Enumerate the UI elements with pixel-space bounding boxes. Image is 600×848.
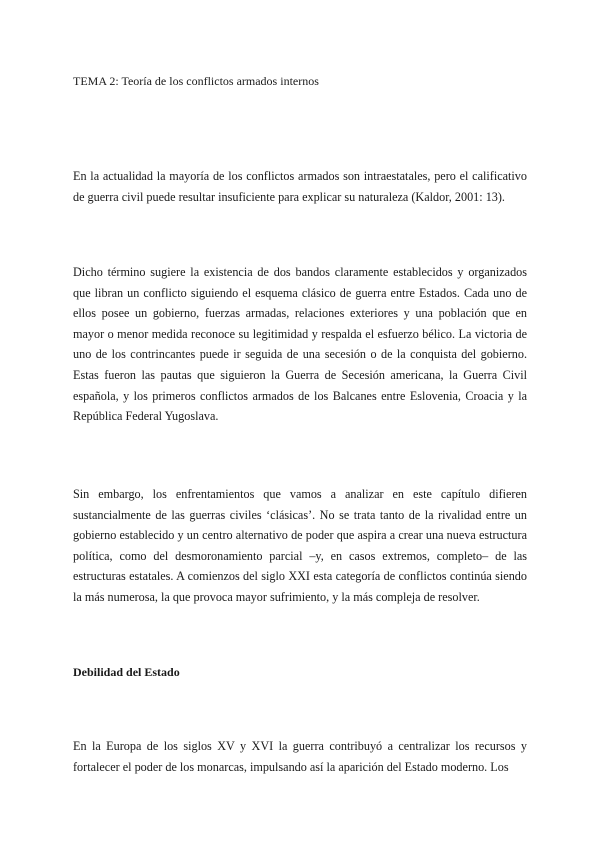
section-heading: Debilidad del Estado bbox=[73, 665, 180, 679]
paragraph-however: Sin embargo, los enfrentamientos que vamos a analizar en este capítulo difieren sustancialmente de las guerras civiles ‘clásicas’. No se trata tanto de la rivalidad entre un gobierno establecido y un centro alternativo de poder que aspira a crear una nueva estructura política, como del desmoronamiento parcial –y, en casos extremos, completo– de las estructuras estatales. A comienzos del siglo XXI esta categoría de conflictos continúa siendo la más numerosa, la que provoca mayor sufrimiento, y la más compleja de resolver. bbox=[73, 487, 527, 604]
paragraph-section-start: En la Europa de los siglos XV y XVI la guerra contribuyó a centralizar los recursos y fortalecer el poder de los monarcas, impulsando así la aparición del Estado moderno. Los bbox=[73, 739, 527, 774]
document-title: TEMA 2: Teoría de los conflictos armados internos bbox=[73, 74, 319, 88]
paragraph-civil-war-definition: Dicho término sugiere la existencia de dos bandos claramente establecidos y organizados que libran un conflicto siguiendo el esquema clásico de guerra entre Estados. Cada uno de ellos posee un gobierno, fuerzas armadas, relaciones exteriores y una población que en mayor o menor medida reconoce su legitimidad y respalda el esfuerzo bélico. La victoria de uno de los contrincantes puede ir seguida de una secesión o de la conquista del gobierno. Estas fueron las pautas que siguieron la Guerra de Secesión americana, la Guerra Civil española, y los primeros conflictos armados de los Balcanes entre Eslovenia, Croacia y la República Federal Yugoslava. bbox=[73, 265, 527, 424]
paragraph-intro: En la actualidad la mayoría de los conflictos armados son intraestatales, pero el calificativo de guerra civil puede resultar insuficiente para explicar su naturaleza (Kaldor, 2001: 13). bbox=[73, 169, 527, 204]
